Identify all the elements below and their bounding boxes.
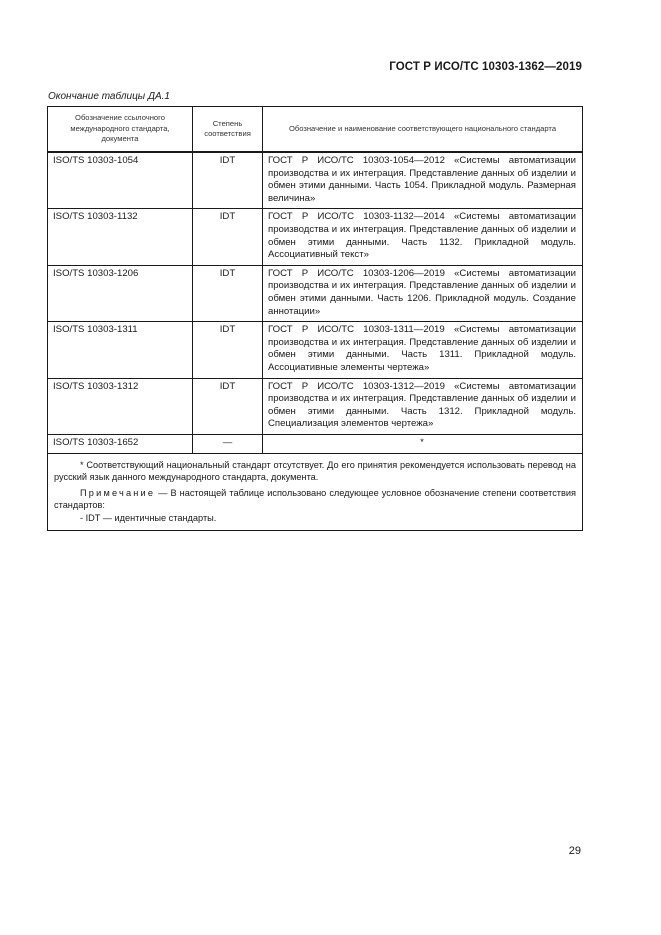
degree-cell: IDT	[193, 265, 263, 321]
table-notes-row	[48, 453, 583, 530]
national-standard-cell: ГОСТ Р ИСО/ТС 10303-1311—2019 «Системы автоматизации производства и их интеграция. Представление данных об изделии и обмен этими данными. Часть 1311. Прикладной модуль. Ассоциативные элементы чертежа»	[263, 322, 583, 378]
note-text: — В настоящей таблице использовано следующее условное обозначение степени соответствия стандартов:	[54, 488, 576, 511]
degree-cell: IDT	[193, 209, 263, 265]
table-caption: Окончание таблицы ДА.1	[48, 91, 170, 102]
table-row	[48, 265, 583, 321]
national-standard-cell: ГОСТ Р ИСО/ТС 10303-1312—2019 «Системы автоматизации производства и их интеграция. Представление данных об изделии и обмен этими данными. Часть 1312. Прикладной модуль. Специализация элементов чертежа»	[263, 378, 583, 434]
note-item: - IDT — идентичные стандарты.	[80, 512, 217, 523]
document-header: ГОСТ Р ИСО/ТС 10303-1362—2019	[389, 61, 582, 73]
degree-cell: IDT	[193, 378, 263, 434]
national-standard-cell: *	[263, 434, 583, 453]
column-header-degree: Степень соответствия	[193, 107, 263, 153]
table-row	[48, 152, 583, 209]
degree-cell: IDT	[193, 152, 263, 209]
table-notes	[48, 453, 583, 530]
reference-cell: ISO/TS 10303-1132	[48, 209, 193, 265]
reference-cell: ISO/TS 10303-1311	[48, 322, 193, 378]
reference-cell: ISO/TS 10303-1206	[48, 265, 193, 321]
column-header-reference: Обозначение ссылочного международного стандарта, документа	[48, 107, 193, 153]
degree-cell: IDT	[193, 322, 263, 378]
note-label: Примечание	[80, 488, 156, 499]
correspondence-table	[47, 106, 583, 531]
column-header-national: Обозначение и наименование соответствующего национального стандарта	[263, 107, 583, 153]
table-row	[48, 322, 583, 378]
national-standard-cell: ГОСТ Р ИСО/ТС 10303-1206—2019 «Системы автоматизации производства и их интеграция. Представление данных об изделии и обмен этими данными. Часть 1206. Прикладной модуль. Создание аннотации»	[263, 265, 583, 321]
table-row	[48, 434, 583, 453]
table-row	[48, 209, 583, 265]
degree-cell: —	[193, 434, 263, 453]
national-standard-cell: ГОСТ Р ИСО/ТС 10303-1054—2012 «Системы автоматизации производства и их интеграция. Представление данных об изделии и обмен этими данными. Часть 1054. Прикладной модуль. Размерная величина»	[263, 152, 583, 209]
table-footnote: * Соответствующий национальный стандарт отсутствует. До его принятия рекомендуется использовать перевод на русский язык данного международного стандарта, документа.	[54, 459, 576, 483]
national-standard-cell: ГОСТ Р ИСО/ТС 10303-1132—2014 «Системы автоматизации производства и их интеграция. Представление данных об изделии и обмен этими данными. Часть 1132. Прикладной модуль. Ассоциативный текст»	[263, 209, 583, 265]
reference-cell: ISO/TS 10303-1652	[48, 434, 193, 453]
table-row	[48, 378, 583, 434]
page-number: 29	[568, 845, 581, 857]
reference-cell: ISO/TS 10303-1312	[48, 378, 193, 434]
reference-cell: ISO/TS 10303-1054	[48, 152, 193, 209]
table-header-row	[48, 107, 583, 153]
table-note	[54, 487, 576, 511]
